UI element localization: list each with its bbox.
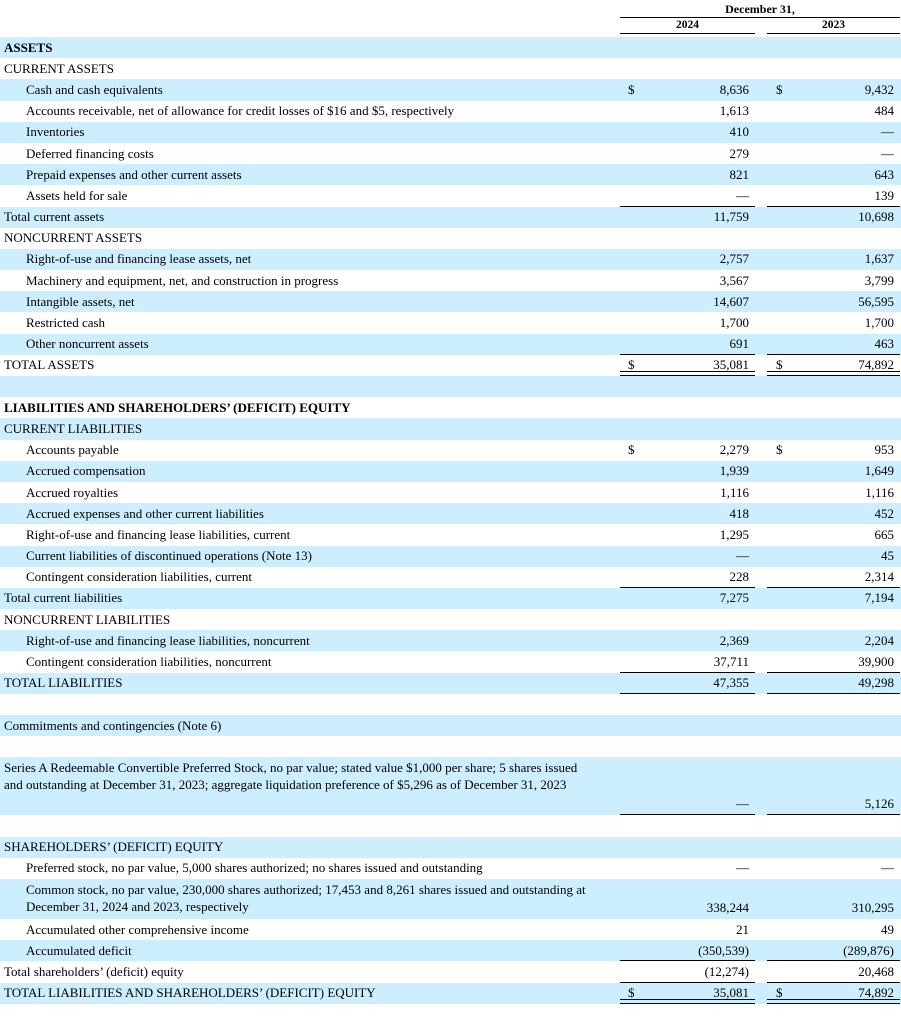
value-2024: 21 [736,921,749,937]
value-2024: 279 [729,145,749,161]
value-2024: 3,567 [719,272,749,288]
row-label: Restricted cash [26,315,106,331]
value-2024: — [736,548,749,564]
row-label: Accrued compensation [26,463,146,479]
value-2024: 228 [729,569,749,585]
table-row [0,440,901,461]
table-row [0,815,901,836]
table-row [0,37,901,58]
value-2024: 418 [729,505,749,521]
row-label: Right-of-use and financing lease liabilities, noncurrent [26,632,310,648]
value-2023: 2,204 [864,632,894,648]
table-row [0,961,901,982]
row-label: TOTAL ASSETS [4,357,95,373]
value-2023: 49,298 [858,675,894,691]
table-row [0,546,901,567]
table-row [0,164,901,185]
value-2024: — [736,860,749,876]
row-label: Contingent consideration liabilities, noncurrent [26,654,272,670]
value-2023: 7,194 [864,590,894,606]
table-row [0,185,901,206]
currency-symbol: $ [628,442,635,458]
value-2023: — [881,860,894,876]
table-row [0,588,901,609]
table-row [0,757,901,815]
table-row [0,79,901,100]
table-row [0,736,901,757]
row-label: Total current liabilities [4,590,123,606]
value-2023: 74,892 [858,985,894,1001]
table-row [0,312,901,333]
row-label: Assets held for sale [26,187,128,203]
value-2024: (12,274) [704,963,749,979]
total-double-rule [767,999,900,1004]
value-2023: 45 [881,548,894,564]
value-2023: 665 [874,526,894,542]
table-row [0,651,901,672]
row-label: NONCURRENT LIABILITIES [4,611,171,627]
value-2023: 484 [874,103,894,119]
row-label: Commitments and contingencies (Note 6) [4,717,222,733]
currency-symbol: $ [628,81,635,97]
value-2023: 49 [881,921,894,937]
row-label: SHAREHOLDERS’ (DEFICIT) EQUITY [4,839,224,855]
row-label: Deferred financing costs [26,145,154,161]
value-2024: 338,244 [706,899,749,915]
value-2023: 1,700 [864,315,894,331]
table-row [0,919,901,940]
value-2024: 1,295 [719,526,749,542]
table-row [0,249,901,270]
period-heading: December 31, [725,2,795,16]
row-label: Total current assets [4,209,105,225]
row-label: Accounts receivable, net of allowance for credit losses of $16 and $5, respectively [26,103,455,119]
table-row [0,143,901,164]
table-row [0,228,901,249]
row-label: Accumulated deficit [26,942,132,958]
value-2024: 1,116 [720,484,749,500]
row-label: Intangible assets, net [26,293,135,309]
value-2024: 1,939 [719,463,749,479]
table-row [0,397,901,418]
value-2024: 691 [729,336,749,352]
value-2024: 37,711 [713,654,749,670]
value-2023: 463 [874,336,894,352]
row-label: Accrued royalties [26,484,119,500]
value-2023: — [881,145,894,161]
row-label: Right-of-use and financing lease liabilities, current [26,526,291,542]
table-row [0,983,901,1004]
table-row [0,630,901,651]
table-row [0,461,901,482]
row-label: Current liabilities of discontinued operations (Note 13) [26,548,312,564]
row-label: CURRENT ASSETS [4,60,114,76]
row-label: TOTAL LIABILITIES [4,675,123,691]
row-label: Accounts payable [26,442,119,458]
value-2023: 20,468 [858,963,894,979]
currency-symbol: $ [776,357,783,373]
value-2023: 39,900 [858,654,894,670]
row-label: Accumulated other comprehensive income [26,921,249,937]
table-row [0,376,901,397]
row-label: TOTAL LIABILITIES AND SHAREHOLDERS’ (DEFICIT) EQUITY [4,985,376,1001]
row-label: LIABILITIES AND SHAREHOLDERS’ (DEFICIT) EQUITY [4,399,351,415]
value-2024: 2,757 [719,251,749,267]
value-2024: 7,275 [719,590,749,606]
table-row [0,567,901,588]
row-label: Other noncurrent assets [26,336,149,352]
value-2023: 56,595 [858,293,894,309]
row-label: Inventories [26,124,85,140]
row-label: Right-of-use and financing lease assets, net [26,251,252,267]
value-2024: (350,539) [698,942,749,958]
balance-sheet-table [0,37,901,1004]
row-label: Preferred stock, no par value, 5,000 shares authorized; no shares issued and outstanding [26,860,483,876]
value-2023: 10,698 [858,209,894,225]
row-label: NONCURRENT ASSETS [4,230,143,246]
value-2023: 3,799 [864,272,894,288]
table-row [0,879,901,919]
value-2023: — [881,124,894,140]
table-row [0,940,901,961]
value-2023: 452 [874,505,894,521]
table-row [0,122,901,143]
table-row [0,355,901,376]
header-rule [620,17,900,18]
value-2024: 1,700 [719,315,749,331]
value-2023: 643 [874,166,894,182]
row-label: Common stock, no par value, 230,000 shares authorized; 17,453 and 8,261 shares issued and outstanding at December 31, 2024 and 2023, respectively [26,881,586,914]
currency-symbol: $ [776,81,783,97]
table-row [0,858,901,879]
row-label: Contingent consideration liabilities, current [26,569,253,585]
table-row [0,482,901,503]
value-2024: 2,279 [719,442,749,458]
value-2024: 8,636 [719,81,749,97]
value-2024: 35,081 [713,357,749,373]
row-label: Total shareholders’ (deficit) equity [4,963,184,979]
table-row [0,673,901,694]
value-2024: 1,613 [719,103,749,119]
row-label: Series A Redeemable Convertible Preferred Stock, no par value; stated value $1,000 per share; 5 shares issued and outstanding at December 31, 2023; aggregate liquidation preference of $5,296 as of December 31, 2023 [4,760,578,793]
row-label: Prepaid expenses and other current assets [26,166,242,182]
value-2023: (289,876) [843,942,894,958]
column-header-2024: 2024 [620,19,755,34]
row-label: Cash and cash equivalents [26,81,163,97]
currency-symbol: $ [628,357,635,373]
table-row [0,270,901,291]
currency-symbol: $ [628,985,635,1001]
value-2024: 11,759 [713,209,749,225]
table-row [0,418,901,439]
value-2024: — [736,796,749,812]
value-2023: 2,314 [864,569,894,585]
table-row [0,524,901,545]
value-2024: 2,369 [719,632,749,648]
column-header-2023: 2023 [767,19,900,34]
value-2023: 310,295 [851,899,894,915]
value-2023: 1,116 [865,484,894,500]
value-2023: 139 [874,187,894,203]
table-row [0,334,901,355]
table-row [0,101,901,122]
table-header [0,0,901,37]
row-label: CURRENT LIABILITIES [4,420,143,436]
row-label: Machinery and equipment, net, and construction in progress [26,272,339,288]
value-2023: 5,126 [864,796,894,812]
table-row [0,503,901,524]
value-2024: 821 [729,166,749,182]
table-row [0,58,901,79]
table-row [0,715,901,736]
table-row [0,207,901,228]
value-2023: 953 [874,442,894,458]
value-2023: 74,892 [858,357,894,373]
total-double-rule [620,999,755,1004]
table-row [0,609,901,630]
value-2024: 410 [729,124,749,140]
currency-symbol: $ [776,442,783,458]
value-2024: 47,355 [713,675,749,691]
value-2024: 14,607 [713,293,749,309]
value-2024: — [736,187,749,203]
currency-symbol: $ [776,985,783,1001]
table-row [0,694,901,715]
table-row [0,291,901,312]
value-2023: 9,432 [864,81,894,97]
value-2024: 35,081 [713,985,749,1001]
row-label: Accrued expenses and other current liabilities [26,505,264,521]
row-label: ASSETS [4,39,53,55]
table-row [0,837,901,858]
value-2023: 1,649 [864,463,894,479]
value-2023: 1,637 [864,251,894,267]
